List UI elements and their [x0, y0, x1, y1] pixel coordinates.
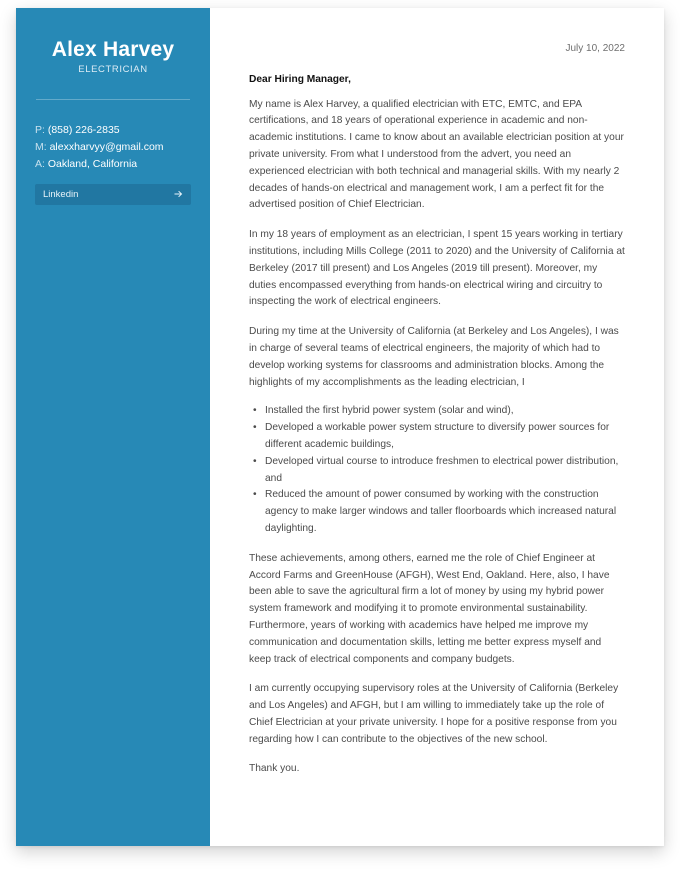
- resume-page: [16, 8, 664, 846]
- email-label: M:: [35, 141, 47, 153]
- contact-email: [35, 139, 210, 156]
- letter-greeting: Dear Hiring Manager,: [249, 73, 351, 85]
- paragraph-current-role: I am currently occupying supervisory roles at the University of California (Berkeley and Los Angeles) and AFGH, but I am willing to immediately take up the role of Chief Electrician at your private university. I hope for a positive response from you regarding how I can contribute to the objectives of the new school.: [249, 683, 619, 745]
- linkedin-label: Linkedin: [43, 189, 79, 200]
- email-value: alexxharvyy@gmail.com: [49, 141, 164, 153]
- list-item: • Developed a workable power system structure to diversify power sources for different academic buildings,: [249, 420, 625, 454]
- linkedin-button[interactable]: [35, 184, 191, 205]
- list-item: • Installed the first hybrid power system (solar and wind),: [249, 403, 625, 420]
- list-item: • Developed virtual course to introduce freshmen to electrical power distribution, and: [249, 454, 625, 488]
- letter-body: [249, 8, 625, 778]
- paragraph-uc-role: During my time at the University of California (at Berkeley and Los Angeles), I was in charge of several teams of electrical engineers, the majority of which had to develop working systems for classrooms and administration blocks. Among the highlights of my accomplishments as the leading electrician, I: [249, 326, 619, 388]
- letter-date: July 10, 2022: [565, 43, 625, 54]
- phone-label: P:: [35, 124, 45, 136]
- contact-address: [35, 156, 210, 173]
- sidebar: [16, 8, 210, 846]
- letter-closing: Thank you.: [249, 763, 300, 775]
- paragraph-afgh: These achievements, among others, earned me the role of Chief Engineer at Accord Farms and GreenHouse (AFGH), West End, Oakland. Here, also, I have been able to save the agricultural firm a lot of money by using my hybrid power system framework and modifying it to promote environmental sustainability. Furthermore, years of working with academics have helped me improve my communication and documentation skills, letting me better express myself and keep track of electrical components and company budgets.: [249, 552, 610, 665]
- address-label: A:: [35, 158, 45, 170]
- contact-list: [35, 122, 210, 173]
- arrow-right-icon: [174, 190, 183, 200]
- paragraph-intro: My name is Alex Harvey, a qualified electrician with ETC, EMTC, and EPA certifications, and 18 years of operational experience in academic and non-academic institutions. I came to know about an available electrician position at your private university. From what I understood from the advert, you need an experienced electrician with both technical and managerial skills. With my nearly 2 decades of hands-on electrical and management work, I am a perfect fit for the advertised position of Chief Electrician.: [249, 98, 624, 211]
- contact-phone: [35, 122, 210, 139]
- applicant-title: ELECTRICIAN: [78, 64, 148, 75]
- address-value: Oakland, California: [47, 158, 138, 170]
- applicant-name: Alex Harvey: [51, 38, 175, 61]
- accomplishments-list: [249, 403, 625, 537]
- paragraph-experience: In my 18 years of employment as an electrician, I spent 15 years working in tertiary institutions, including Mills College (2011 to 2020) and the University of California at Berkeley (2017 till present) and Los Angeles (2019 till present). Moreover, my duties encompassed everything from hands-on electrical wiring and circuitry to inspecting the work of electrical engineers.: [249, 229, 625, 308]
- phone-value: (858) 226-2835: [47, 124, 120, 136]
- sidebar-divider: [36, 99, 190, 100]
- list-item: • Reduced the amount of power consumed by working with the construction agency to make larger windows and taller floorboards which increased natural daylighting.: [249, 487, 625, 537]
